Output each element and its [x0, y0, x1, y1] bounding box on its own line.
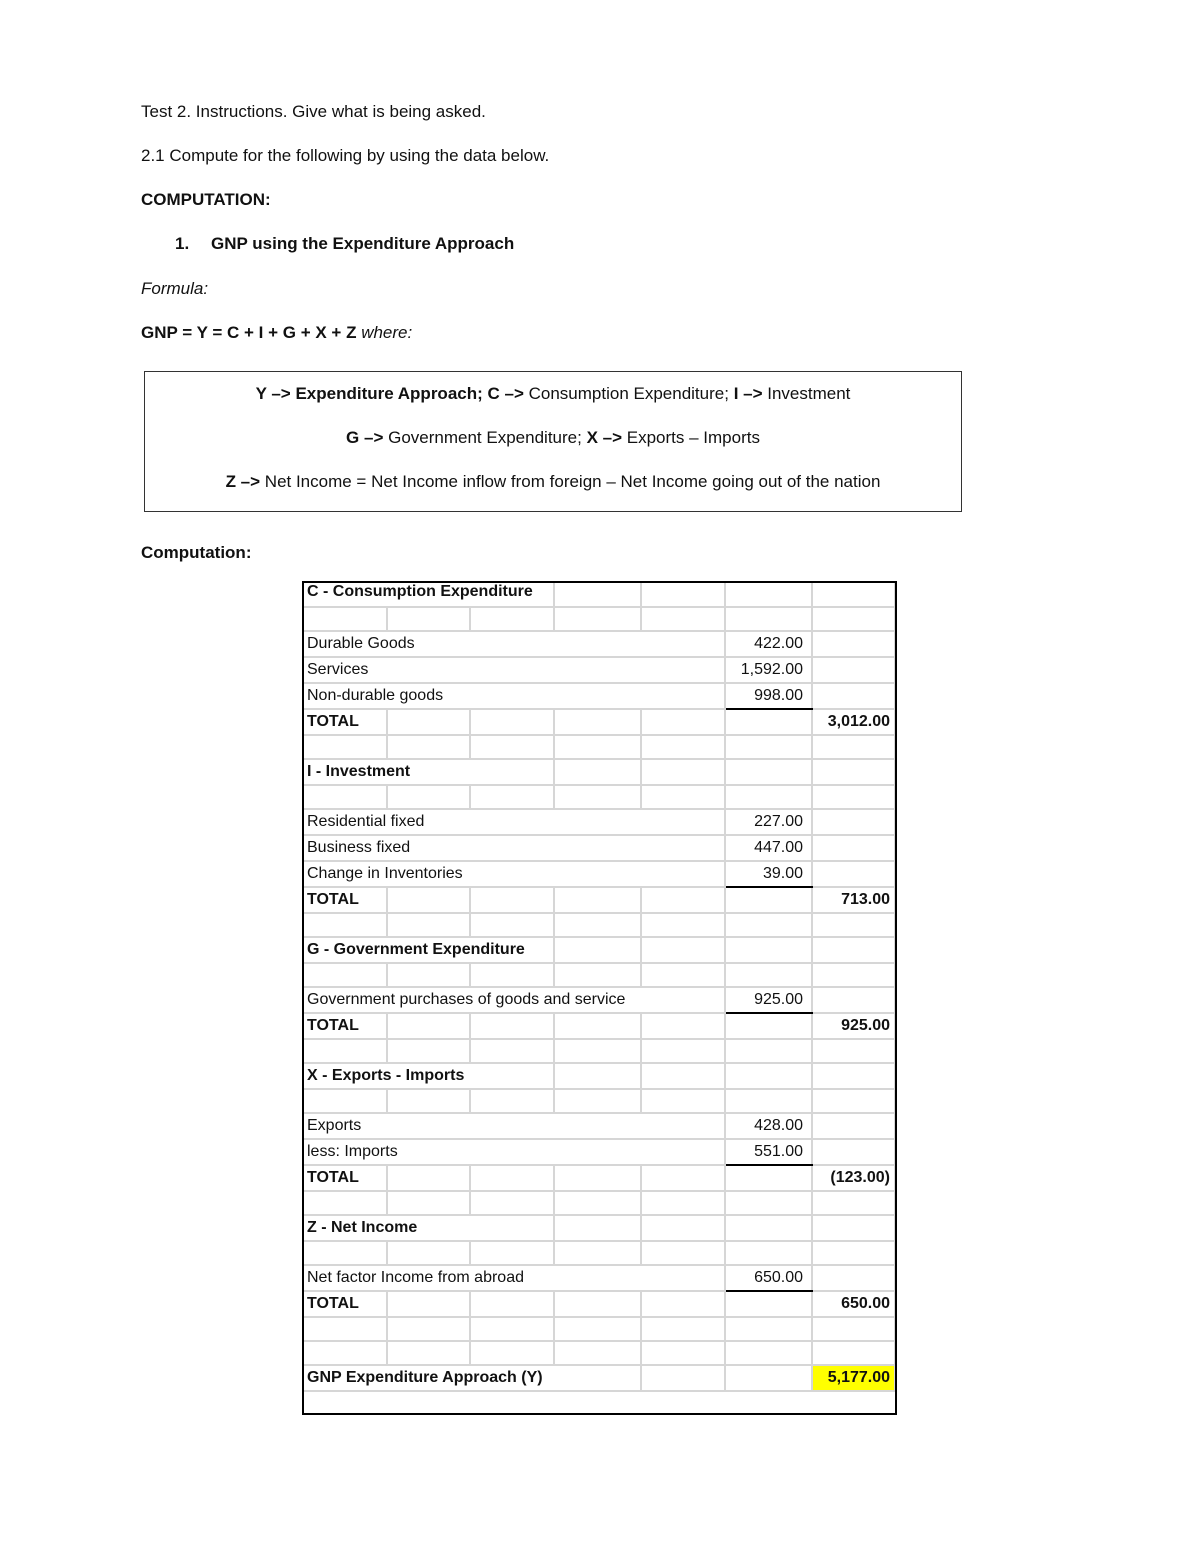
sheet-cell	[725, 1089, 812, 1113]
sheet-cell	[812, 835, 895, 861]
sheet-cell	[725, 583, 812, 607]
sheet-cell	[304, 607, 387, 631]
sheet-cell	[812, 1317, 895, 1341]
definition-line-2	[145, 427, 961, 449]
sheet-cell	[812, 861, 895, 887]
total-value: 650.00	[812, 1291, 895, 1317]
spreadsheet-table	[304, 583, 896, 1392]
sheet-cell	[812, 1113, 895, 1139]
sheet-cell	[554, 1089, 641, 1113]
formula-where: where:	[361, 323, 413, 342]
sheet-cell	[725, 1013, 812, 1039]
sheet-cell	[304, 1341, 387, 1365]
sheet-cell	[387, 1039, 470, 1063]
sheet-cell	[387, 1191, 470, 1215]
sheet-cell	[812, 631, 895, 657]
sheet-cell	[554, 1063, 641, 1089]
sheet-cell	[812, 683, 895, 709]
sheet-cell	[725, 607, 812, 631]
total-label: TOTAL	[304, 1291, 387, 1317]
sheet-cell	[641, 785, 725, 809]
item-amount: 227.00	[725, 809, 812, 835]
def-text: Consumption Expenditure;	[523, 384, 734, 403]
def-text: Government Expenditure;	[383, 428, 587, 447]
sheet-cell	[554, 1291, 641, 1317]
section-header: Z - Net Income	[304, 1215, 554, 1241]
definitions-box	[144, 371, 962, 512]
sheet-cell	[470, 1241, 554, 1265]
sheet-cell	[641, 1063, 725, 1089]
sheet-cell	[470, 1165, 554, 1191]
sheet-cell	[554, 583, 641, 607]
item-amount: 39.00	[725, 861, 812, 887]
total-label: TOTAL	[304, 1013, 387, 1039]
sheet-cell	[812, 1341, 895, 1365]
sheet-cell	[812, 735, 895, 759]
section-header-row	[304, 937, 895, 963]
blank-row	[304, 1241, 895, 1265]
sheet-cell	[470, 1341, 554, 1365]
sheet-cell	[304, 1241, 387, 1265]
total-row	[304, 1013, 895, 1039]
sheet-cell	[470, 913, 554, 937]
sheet-cell	[554, 1013, 641, 1039]
sheet-cell	[554, 1241, 641, 1265]
sheet-cell	[641, 1365, 725, 1391]
section-header-row	[304, 583, 895, 607]
sheet-cell	[812, 937, 895, 963]
item-amount: 422.00	[725, 631, 812, 657]
sheet-cell	[554, 1317, 641, 1341]
sheet-cell	[641, 1089, 725, 1113]
total-row	[304, 1291, 895, 1317]
blank-row	[304, 1317, 895, 1341]
task-instruction: 2.1 Compute for the following by using the data below.	[141, 146, 550, 165]
gnp-label: GNP Expenditure Approach (Y)	[304, 1365, 641, 1391]
sheet-cell	[812, 607, 895, 631]
sheet-cell	[812, 759, 895, 785]
item-label: Exports	[304, 1113, 725, 1139]
section-header: I - Investment	[304, 759, 554, 785]
gnp-row	[304, 1365, 895, 1391]
computation-spreadsheet	[302, 581, 897, 1415]
sheet-cell	[812, 1191, 895, 1215]
blank-row	[304, 735, 895, 759]
item-amount: 1,592.00	[725, 657, 812, 683]
list-item-gnp	[175, 233, 514, 255]
sheet-cell	[725, 1165, 812, 1191]
sheet-cell	[641, 1191, 725, 1215]
total-row	[304, 887, 895, 913]
item-row	[304, 683, 895, 709]
sheet-cell	[641, 759, 725, 785]
total-label: TOTAL	[304, 887, 387, 913]
sheet-cell	[387, 735, 470, 759]
section-header-row	[304, 1063, 895, 1089]
sheet-cell	[387, 709, 470, 735]
sheet-cell	[812, 1089, 895, 1113]
sheet-cell	[304, 1317, 387, 1341]
section-header: C - Consumption Expenditure	[304, 583, 554, 607]
sheet-cell	[387, 913, 470, 937]
item-label: Net factor Income from abroad	[304, 1265, 725, 1291]
sheet-cell	[725, 963, 812, 987]
sheet-cell	[641, 709, 725, 735]
def-bold: Z –>	[225, 472, 261, 491]
sheet-cell	[554, 1165, 641, 1191]
blank-row	[304, 607, 895, 631]
section-header: G - Government Expenditure	[304, 937, 554, 963]
sheet-cell	[387, 1291, 470, 1317]
sheet-cell	[554, 1191, 641, 1215]
sheet-cell	[725, 1215, 812, 1241]
sheet-cell	[554, 1039, 641, 1063]
sheet-cell	[725, 759, 812, 785]
sheet-cell	[304, 1039, 387, 1063]
total-row	[304, 1165, 895, 1191]
def-text: Exports – Imports	[622, 428, 760, 447]
sheet-cell	[387, 963, 470, 987]
item-row	[304, 631, 895, 657]
blank-row	[304, 913, 895, 937]
section-header-row	[304, 1215, 895, 1241]
item-row	[304, 861, 895, 887]
blank-row	[304, 1089, 895, 1113]
item-row	[304, 1139, 895, 1165]
sheet-cell	[387, 1013, 470, 1039]
def-text: Net Income = Net Income inflow from foreign – Net Income going out of the nation	[260, 472, 881, 491]
sheet-cell	[725, 1341, 812, 1365]
sheet-cell	[725, 887, 812, 913]
formula-label: Formula:	[141, 279, 209, 298]
sheet-cell	[812, 1265, 895, 1291]
blank-row	[304, 785, 895, 809]
item-label: Change in Inventories	[304, 861, 725, 887]
sheet-cell	[812, 987, 895, 1013]
item-label: less: Imports	[304, 1139, 725, 1165]
item-label: Government purchases of goods and service	[304, 987, 725, 1013]
sheet-cell	[725, 1039, 812, 1063]
sheet-cell	[304, 1089, 387, 1113]
sheet-cell	[812, 785, 895, 809]
sheet-cell	[641, 1165, 725, 1191]
sheet-cell	[641, 1341, 725, 1365]
blank-row	[304, 1341, 895, 1365]
item-row	[304, 809, 895, 835]
sheet-cell	[554, 709, 641, 735]
sheet-cell	[725, 709, 812, 735]
item-amount: 551.00	[725, 1139, 812, 1165]
sheet-cell	[812, 963, 895, 987]
sheet-cell	[387, 785, 470, 809]
sheet-cell	[641, 1291, 725, 1317]
total-value: 925.00	[812, 1013, 895, 1039]
sheet-cell	[470, 709, 554, 735]
sheet-cell	[470, 1317, 554, 1341]
sheet-cell	[387, 887, 470, 913]
section-header-row	[304, 759, 895, 785]
sheet-cell	[304, 963, 387, 987]
sheet-cell	[641, 1241, 725, 1265]
item-amount: 447.00	[725, 835, 812, 861]
sheet-cell	[641, 583, 725, 607]
sheet-cell	[641, 937, 725, 963]
sheet-cell	[641, 735, 725, 759]
section-header: X - Exports - Imports	[304, 1063, 554, 1089]
sheet-cell	[725, 1241, 812, 1265]
sheet-cell	[470, 1291, 554, 1317]
blank-row	[304, 1191, 895, 1215]
sheet-cell	[641, 1215, 725, 1241]
def-bold: Y –> Expenditure Approach; C –>	[255, 384, 524, 403]
sheet-cell	[812, 1139, 895, 1165]
sheet-cell	[554, 735, 641, 759]
sheet-cell	[554, 1341, 641, 1365]
item-row	[304, 835, 895, 861]
sheet-cell	[470, 785, 554, 809]
sheet-cell	[470, 963, 554, 987]
def-bold: G –>	[346, 428, 384, 447]
item-amount: 998.00	[725, 683, 812, 709]
sheet-cell	[554, 785, 641, 809]
sheet-cell	[812, 1241, 895, 1265]
definition-line-1	[145, 383, 961, 405]
sheet-cell	[554, 963, 641, 987]
sheet-cell	[641, 887, 725, 913]
sheet-cell	[387, 607, 470, 631]
sheet-cell	[725, 1317, 812, 1341]
sheet-cell	[554, 887, 641, 913]
sheet-cell	[812, 657, 895, 683]
definition-line-3	[145, 471, 961, 493]
sheet-cell	[641, 607, 725, 631]
sheet-cell	[641, 1013, 725, 1039]
def-bold: I –>	[733, 384, 763, 403]
sheet-cell	[725, 735, 812, 759]
item-label: Services	[304, 657, 725, 683]
sheet-cell	[812, 1039, 895, 1063]
item-row	[304, 657, 895, 683]
item-row	[304, 1265, 895, 1291]
item-amount: 925.00	[725, 987, 812, 1013]
sheet-cell	[725, 1365, 812, 1391]
item-label: Residential fixed	[304, 809, 725, 835]
sheet-cell	[812, 913, 895, 937]
total-label: TOTAL	[304, 709, 387, 735]
item-amount: 428.00	[725, 1113, 812, 1139]
total-row	[304, 709, 895, 735]
sheet-cell	[812, 1063, 895, 1089]
sheet-cell	[387, 1241, 470, 1265]
item-label: Non-durable goods	[304, 683, 725, 709]
computation-label: Computation:	[141, 543, 252, 562]
blank-row	[304, 1039, 895, 1063]
sheet-cell	[641, 963, 725, 987]
sheet-cell	[387, 1165, 470, 1191]
item-row	[304, 1113, 895, 1139]
sheet-cell	[554, 937, 641, 963]
total-value: (123.00)	[812, 1165, 895, 1191]
sheet-cell	[554, 913, 641, 937]
total-value: 3,012.00	[812, 709, 895, 735]
sheet-cell	[554, 1215, 641, 1241]
item-amount: 650.00	[725, 1265, 812, 1291]
sheet-cell	[470, 1191, 554, 1215]
item-label: Durable Goods	[304, 631, 725, 657]
gnp-total: 5,177.00	[812, 1365, 895, 1391]
formula-main	[141, 322, 412, 344]
sheet-cell	[554, 759, 641, 785]
sheet-cell	[304, 735, 387, 759]
sheet-cell	[554, 607, 641, 631]
computation-heading: COMPUTATION:	[141, 190, 271, 209]
def-text: Investment	[762, 384, 851, 403]
sheet-cell	[725, 785, 812, 809]
sheet-cell	[470, 1089, 554, 1113]
sheet-cell	[387, 1341, 470, 1365]
sheet-cell	[387, 1089, 470, 1113]
sheet-cell	[725, 1191, 812, 1215]
sheet-cell	[470, 607, 554, 631]
sheet-cell	[304, 913, 387, 937]
blank-row	[304, 963, 895, 987]
total-value: 713.00	[812, 887, 895, 913]
sheet-cell	[641, 1317, 725, 1341]
sheet-cell	[304, 785, 387, 809]
list-item-title: GNP using the Expenditure Approach	[211, 234, 515, 253]
sheet-cell	[812, 583, 895, 607]
sheet-cell	[725, 1291, 812, 1317]
sheet-cell	[725, 913, 812, 937]
def-bold: X –>	[586, 428, 623, 447]
item-row	[304, 987, 895, 1013]
sheet-cell	[304, 1191, 387, 1215]
sheet-cell	[812, 809, 895, 835]
item-label: Business fixed	[304, 835, 725, 861]
sheet-cell	[641, 913, 725, 937]
sheet-cell	[470, 735, 554, 759]
test-title: Test 2. Instructions. Give what is being asked.	[141, 102, 486, 121]
sheet-cell	[470, 1039, 554, 1063]
sheet-cell	[387, 1317, 470, 1341]
sheet-cell	[812, 1215, 895, 1241]
sheet-cell	[725, 937, 812, 963]
sheet-cell	[470, 887, 554, 913]
list-item-number: 1.	[175, 234, 190, 253]
sheet-cell	[641, 1039, 725, 1063]
sheet-cell	[470, 1013, 554, 1039]
total-label: TOTAL	[304, 1165, 387, 1191]
formula-equation: GNP = Y = C + I + G + X + Z	[141, 323, 357, 342]
sheet-cell	[725, 1063, 812, 1089]
